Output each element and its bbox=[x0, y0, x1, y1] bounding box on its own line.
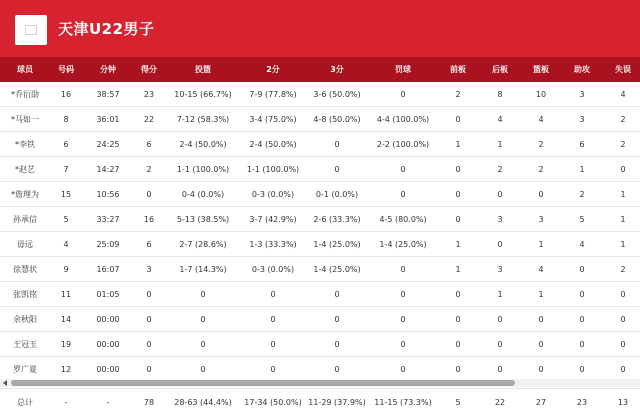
field-goals: 0 bbox=[200, 315, 206, 324]
defensive-rebounds: 0 bbox=[497, 365, 503, 374]
field-goals: 1-1 (100.0%) bbox=[176, 165, 230, 174]
totals-field-goals: 28-63 (44.4%) bbox=[174, 398, 232, 407]
player-number: 15 bbox=[60, 190, 72, 199]
turnovers: 0 bbox=[620, 365, 626, 374]
offensive-rebounds: 0 bbox=[455, 115, 461, 124]
two-pointers: 0-3 (0.0%) bbox=[251, 190, 295, 199]
assists: 0 bbox=[579, 315, 585, 324]
turnovers: 0 bbox=[620, 315, 626, 324]
column-header-offensive-rebounds[interactable]: 前板 bbox=[450, 65, 466, 74]
points: 23 bbox=[143, 90, 155, 99]
player-name[interactable]: *乔衍劭 bbox=[11, 90, 39, 99]
defensive-rebounds: 4 bbox=[497, 115, 503, 124]
two-pointers: 0-3 (0.0%) bbox=[251, 265, 295, 274]
totals-three-pointers: 11-29 (37.9%) bbox=[308, 398, 366, 407]
free-throws: 0 bbox=[400, 340, 406, 349]
three-pointers: 0 bbox=[334, 365, 340, 374]
field-goals: 7-12 (58.3%) bbox=[176, 115, 230, 124]
column-header-turnovers[interactable]: 失误 bbox=[615, 65, 631, 74]
offensive-rebounds: 0 bbox=[455, 365, 461, 374]
offensive-rebounds: 0 bbox=[455, 290, 461, 299]
totals-minutes: - bbox=[106, 398, 110, 407]
points: 2 bbox=[146, 165, 152, 174]
rebounds: 0 bbox=[538, 365, 544, 374]
rebounds: 0 bbox=[538, 315, 544, 324]
player-name[interactable]: 徐慧状 bbox=[13, 265, 37, 274]
turnovers: 1 bbox=[620, 215, 626, 224]
rebounds: 0 bbox=[538, 340, 544, 349]
table-row[interactable] bbox=[0, 232, 640, 257]
table-row[interactable] bbox=[0, 182, 640, 207]
column-header-points[interactable]: 得分 bbox=[141, 65, 157, 74]
three-pointers: 0-1 (0.0%) bbox=[315, 190, 359, 199]
minutes: 33:27 bbox=[96, 215, 120, 224]
two-pointers: 3-4 (75.0%) bbox=[249, 115, 297, 124]
assists: 0 bbox=[579, 290, 585, 299]
stats-table-header bbox=[0, 57, 640, 82]
turnovers: 0 bbox=[620, 340, 626, 349]
three-pointers: 0 bbox=[334, 165, 340, 174]
player-number: 9 bbox=[63, 265, 69, 274]
player-number: 11 bbox=[60, 290, 72, 299]
offensive-rebounds: 0 bbox=[455, 215, 461, 224]
points: 6 bbox=[146, 140, 152, 149]
totals-label: 总计 bbox=[17, 398, 33, 407]
player-name[interactable]: 王冠玉 bbox=[13, 340, 37, 349]
minutes: 38:57 bbox=[96, 90, 120, 99]
team-logo-mark bbox=[25, 25, 37, 35]
offensive-rebounds: 0 bbox=[455, 165, 461, 174]
totals-rebounds: 27 bbox=[535, 398, 547, 407]
turnovers: 2 bbox=[620, 115, 626, 124]
two-pointers: 1-1 (100.0%) bbox=[246, 165, 300, 174]
player-number: 19 bbox=[60, 340, 72, 349]
free-throws: 0 bbox=[400, 190, 406, 199]
team-header bbox=[0, 0, 640, 57]
player-number: 5 bbox=[63, 215, 69, 224]
defensive-rebounds: 2 bbox=[497, 165, 503, 174]
minutes: 36:01 bbox=[96, 115, 120, 124]
player-number: 7 bbox=[63, 165, 69, 174]
free-throws: 2-2 (100.0%) bbox=[376, 140, 430, 149]
two-pointers: 0 bbox=[270, 315, 276, 324]
free-throws: 4-5 (80.0%) bbox=[379, 215, 427, 224]
horizontal-scrollbar[interactable] bbox=[0, 379, 640, 387]
assists: 3 bbox=[579, 115, 585, 124]
free-throws: 1-4 (25.0%) bbox=[379, 240, 427, 249]
two-pointers: 2-4 (50.0%) bbox=[249, 140, 297, 149]
player-name[interactable]: *赵艺 bbox=[15, 165, 35, 174]
assists: 0 bbox=[579, 340, 585, 349]
totals-free-throws: 11-15 (73.3%) bbox=[374, 398, 432, 407]
player-name[interactable]: *李铁 bbox=[15, 140, 35, 149]
defensive-rebounds: 0 bbox=[497, 190, 503, 199]
two-pointers: 3-7 (42.9%) bbox=[249, 215, 297, 224]
table-row[interactable] bbox=[0, 332, 640, 357]
column-header-rebounds[interactable]: 篮板 bbox=[533, 65, 549, 74]
player-name[interactable]: *詹理为 bbox=[11, 190, 39, 199]
totals-assists: 23 bbox=[576, 398, 588, 407]
turnovers: 4 bbox=[620, 90, 626, 99]
turnovers: 0 bbox=[620, 165, 626, 174]
player-number: 4 bbox=[63, 240, 69, 249]
assists: 0 bbox=[579, 265, 585, 274]
turnovers: 1 bbox=[620, 190, 626, 199]
scrollbar-thumb[interactable] bbox=[11, 380, 515, 386]
player-name[interactable]: 罗广夏 bbox=[13, 365, 37, 374]
defensive-rebounds: 0 bbox=[497, 240, 503, 249]
free-throws: 0 bbox=[400, 365, 406, 374]
field-goals: 0-4 (0.0%) bbox=[181, 190, 225, 199]
minutes: 01:05 bbox=[96, 290, 120, 299]
player-name[interactable]: 张凯铭 bbox=[13, 290, 37, 299]
assists: 6 bbox=[579, 140, 585, 149]
three-pointers: 0 bbox=[334, 140, 340, 149]
totals-points: 78 bbox=[143, 398, 155, 407]
field-goals: 2-7 (28.6%) bbox=[179, 240, 227, 249]
totals-defensive-rebounds: 22 bbox=[494, 398, 506, 407]
rebounds: 1 bbox=[538, 240, 544, 249]
table-row[interactable] bbox=[0, 207, 640, 232]
points: 0 bbox=[146, 315, 152, 324]
free-throws: 0 bbox=[400, 265, 406, 274]
scroll-left-arrow-icon[interactable] bbox=[3, 380, 7, 386]
field-goals: 1-7 (14.3%) bbox=[179, 265, 227, 274]
three-pointers: 1-4 (25.0%) bbox=[313, 240, 361, 249]
free-throws: 4-4 (100.0%) bbox=[376, 115, 430, 124]
turnovers: 0 bbox=[620, 290, 626, 299]
player-number: 8 bbox=[63, 115, 69, 124]
offensive-rebounds: 1 bbox=[455, 140, 461, 149]
field-goals: 10-15 (66.7%) bbox=[174, 90, 232, 99]
offensive-rebounds: 0 bbox=[455, 315, 461, 324]
rebounds: 3 bbox=[538, 215, 544, 224]
player-name[interactable]: 孙承信 bbox=[13, 215, 37, 224]
team-name: 天津U22男子 bbox=[58, 20, 155, 38]
minutes: 00:00 bbox=[96, 315, 120, 324]
three-pointers: 3-6 (50.0%) bbox=[313, 90, 361, 99]
assists: 1 bbox=[579, 165, 585, 174]
field-goals: 0 bbox=[200, 290, 206, 299]
points: 16 bbox=[143, 215, 155, 224]
offensive-rebounds: 1 bbox=[455, 240, 461, 249]
player-name[interactable]: 毋远 bbox=[17, 240, 33, 249]
points: 0 bbox=[146, 190, 152, 199]
minutes: 25:09 bbox=[96, 240, 120, 249]
three-pointers: 2-6 (33.3%) bbox=[313, 215, 361, 224]
column-header-defensive-rebounds[interactable]: 后板 bbox=[492, 65, 508, 74]
two-pointers: 0 bbox=[270, 365, 276, 374]
offensive-rebounds: 0 bbox=[455, 340, 461, 349]
column-header-two-pointers[interactable]: 2分 bbox=[266, 65, 280, 74]
table-row[interactable] bbox=[0, 282, 640, 307]
minutes: 16:07 bbox=[96, 265, 120, 274]
assists: 3 bbox=[579, 90, 585, 99]
points: 6 bbox=[146, 240, 152, 249]
three-pointers: 0 bbox=[334, 315, 340, 324]
rebounds: 0 bbox=[538, 190, 544, 199]
points: 0 bbox=[146, 340, 152, 349]
totals-number: - bbox=[64, 398, 68, 407]
rebounds: 1 bbox=[538, 290, 544, 299]
three-pointers: 1-4 (25.0%) bbox=[313, 265, 361, 274]
points: 0 bbox=[146, 365, 152, 374]
column-header-minutes[interactable]: 分钟 bbox=[100, 65, 116, 74]
two-pointers: 0 bbox=[270, 340, 276, 349]
field-goals: 2-4 (50.0%) bbox=[179, 140, 227, 149]
free-throws: 0 bbox=[400, 290, 406, 299]
totals-two-pointers: 17-34 (50.0%) bbox=[244, 398, 302, 407]
defensive-rebounds: 0 bbox=[497, 340, 503, 349]
defensive-rebounds: 8 bbox=[497, 90, 503, 99]
player-number: 14 bbox=[60, 315, 72, 324]
points: 3 bbox=[146, 265, 152, 274]
table-row[interactable] bbox=[0, 132, 640, 157]
column-header-assists[interactable]: 助攻 bbox=[574, 65, 590, 74]
rebounds: 10 bbox=[535, 90, 547, 99]
two-pointers: 1-3 (33.3%) bbox=[249, 240, 297, 249]
free-throws: 0 bbox=[400, 90, 406, 99]
defensive-rebounds: 0 bbox=[497, 315, 503, 324]
defensive-rebounds: 3 bbox=[497, 215, 503, 224]
table-row[interactable] bbox=[0, 82, 640, 107]
three-pointers: 4-8 (50.0%) bbox=[313, 115, 361, 124]
player-number: 16 bbox=[60, 90, 72, 99]
turnovers: 2 bbox=[620, 140, 626, 149]
field-goals: 0 bbox=[200, 340, 206, 349]
totals-row bbox=[0, 388, 640, 415]
points: 0 bbox=[146, 290, 152, 299]
player-number: 12 bbox=[60, 365, 72, 374]
player-number: 6 bbox=[63, 140, 69, 149]
table-row[interactable] bbox=[0, 107, 640, 132]
column-header-three-pointers[interactable]: 3分 bbox=[330, 65, 344, 74]
column-header-free-throws[interactable]: 罚球 bbox=[395, 65, 411, 74]
two-pointers: 0 bbox=[270, 290, 276, 299]
player-name[interactable]: *马如一 bbox=[11, 115, 39, 124]
rebounds: 4 bbox=[538, 115, 544, 124]
rebounds: 2 bbox=[538, 140, 544, 149]
defensive-rebounds: 1 bbox=[497, 290, 503, 299]
offensive-rebounds: 2 bbox=[455, 90, 461, 99]
totals-offensive-rebounds: 5 bbox=[455, 398, 461, 407]
team-logo bbox=[15, 15, 47, 45]
column-header-field-goals[interactable]: 投篮 bbox=[195, 65, 211, 74]
minutes: 00:00 bbox=[96, 340, 120, 349]
player-name[interactable]: 余秋阳 bbox=[13, 315, 37, 324]
column-header-player[interactable]: 球员 bbox=[17, 65, 33, 74]
assists: 2 bbox=[579, 190, 585, 199]
field-goals: 0 bbox=[200, 365, 206, 374]
turnovers: 2 bbox=[620, 265, 626, 274]
free-throws: 0 bbox=[400, 165, 406, 174]
column-header-number[interactable]: 号码 bbox=[58, 65, 74, 74]
assists: 0 bbox=[579, 365, 585, 374]
totals-turnovers: 13 bbox=[617, 398, 629, 407]
assists: 5 bbox=[579, 215, 585, 224]
three-pointers: 0 bbox=[334, 340, 340, 349]
minutes: 24:25 bbox=[96, 140, 120, 149]
table-row[interactable] bbox=[0, 157, 640, 182]
rebounds: 4 bbox=[538, 265, 544, 274]
table-row[interactable] bbox=[0, 257, 640, 282]
turnovers: 1 bbox=[620, 240, 626, 249]
minutes: 14:27 bbox=[96, 165, 120, 174]
three-pointers: 0 bbox=[334, 290, 340, 299]
defensive-rebounds: 3 bbox=[497, 265, 503, 274]
rebounds: 2 bbox=[538, 165, 544, 174]
minutes: 00:00 bbox=[96, 365, 120, 374]
points: 22 bbox=[143, 115, 155, 124]
field-goals: 5-13 (38.5%) bbox=[176, 215, 230, 224]
offensive-rebounds: 1 bbox=[455, 265, 461, 274]
assists: 4 bbox=[579, 240, 585, 249]
minutes: 10:56 bbox=[96, 190, 120, 199]
table-row[interactable] bbox=[0, 307, 640, 332]
offensive-rebounds: 0 bbox=[455, 190, 461, 199]
two-pointers: 7-9 (77.8%) bbox=[249, 90, 297, 99]
defensive-rebounds: 1 bbox=[497, 140, 503, 149]
free-throws: 0 bbox=[400, 315, 406, 324]
